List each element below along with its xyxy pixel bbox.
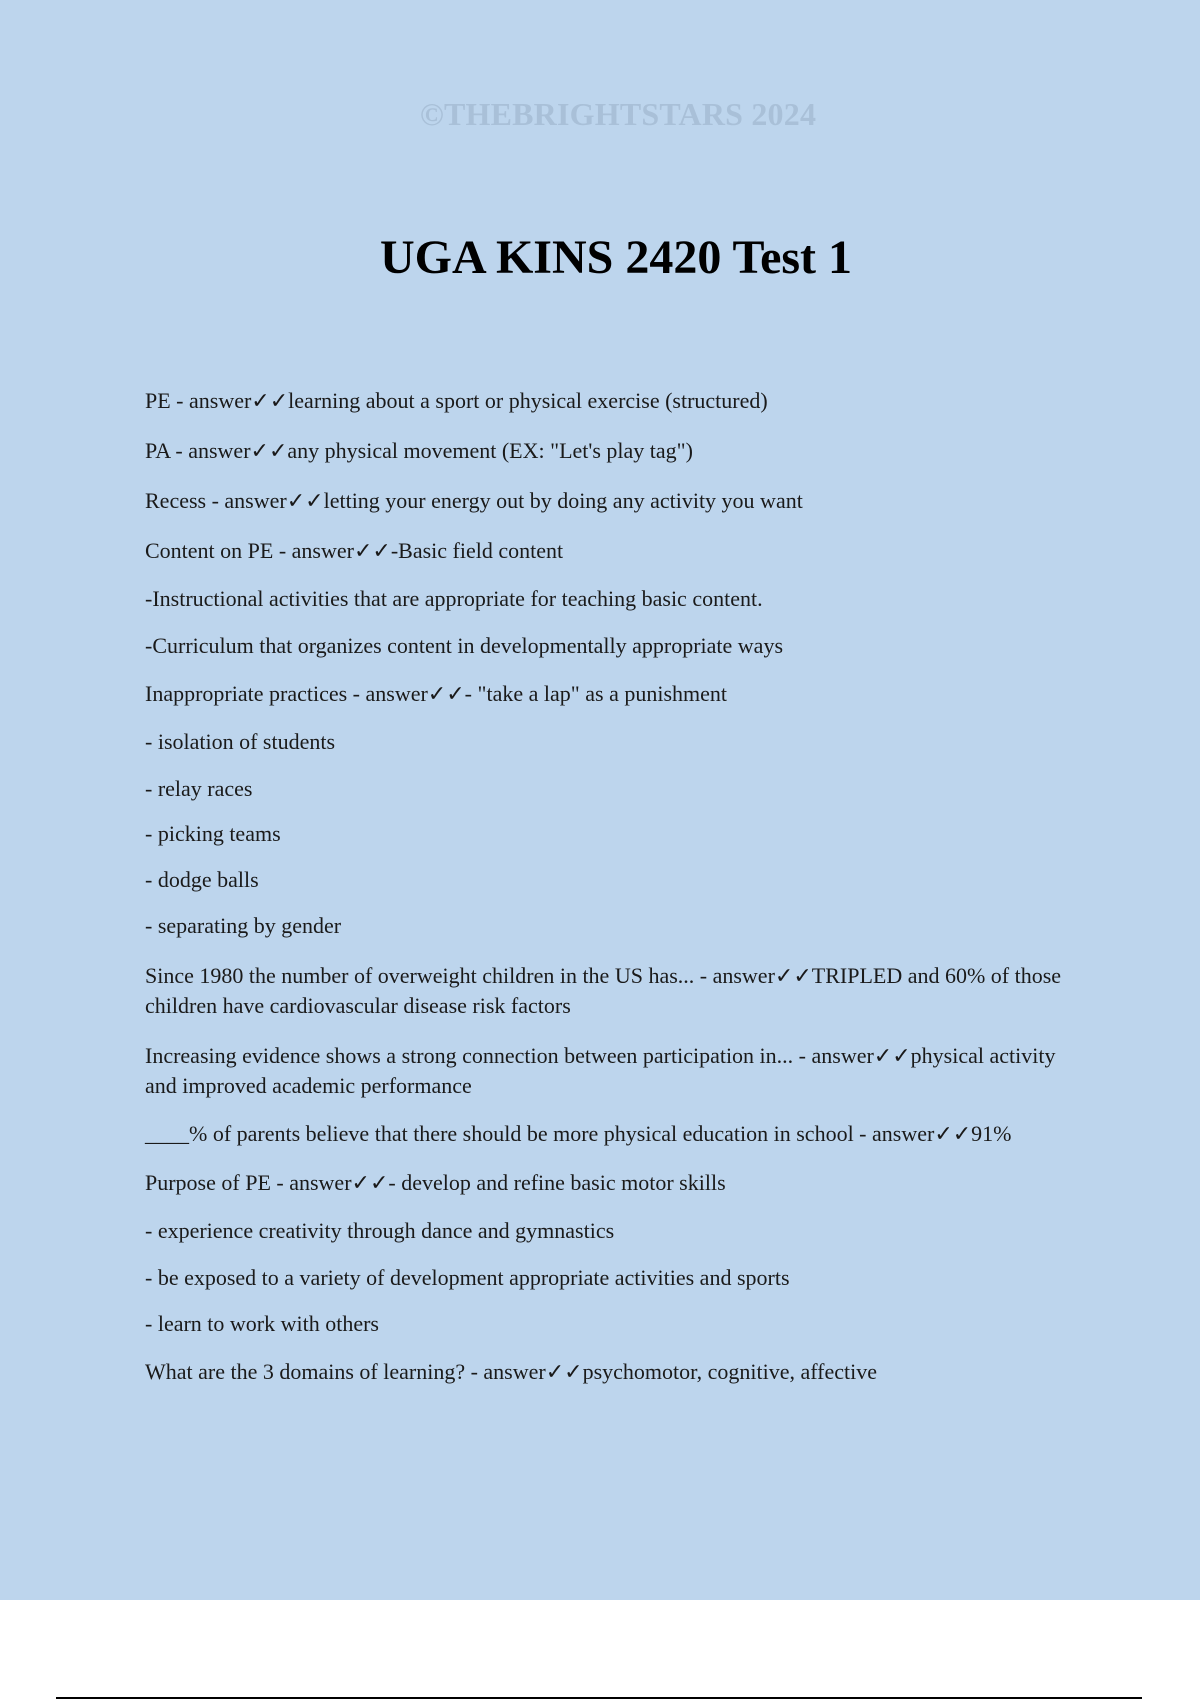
flashcard-line: Content on PE - answer✓✓-Basic field content bbox=[145, 538, 564, 563]
flashcard-list bbox=[145, 386, 1075, 1387]
flashcard-line: -Curriculum that organizes content in developmentally appropriate ways bbox=[145, 633, 784, 658]
flashcard-line: ____% of parents believe that there should be more physical education in school - answer✓✓91% bbox=[145, 1121, 1012, 1146]
footer-divider bbox=[56, 1697, 1142, 1699]
flashcard-line: - experience creativity through dance and gymnastics bbox=[145, 1218, 615, 1243]
flashcard-line: What are the 3 domains of learning? - answer✓✓psychomotor, cognitive, affective bbox=[145, 1359, 877, 1384]
flashcard-line: PE - answer✓✓learning about a sport or physical exercise (structured) bbox=[145, 388, 768, 413]
flashcard-line: - relay races bbox=[145, 776, 253, 801]
flashcard-line: - separating by gender bbox=[145, 913, 342, 938]
flashcard-line: Increasing evidence shows a strong connection between participation in... - answer✓✓physical activity and improved academic performance bbox=[145, 1043, 1061, 1098]
flashcard-line: - dodge balls bbox=[145, 867, 259, 892]
flashcard-line: Purpose of PE - answer✓✓- develop and refine basic motor skills bbox=[145, 1170, 726, 1195]
page-title: UGA KINS 2420 Test 1 bbox=[379, 231, 853, 284]
flashcard-line: - learn to work with others bbox=[145, 1311, 379, 1336]
flashcard-line: PA - answer✓✓any physical movement (EX: "Let's play tag") bbox=[145, 438, 693, 463]
flashcard-line: Inappropriate practices - answer✓✓- "take a lap" as a punishment bbox=[145, 681, 727, 706]
flashcard-line: Since 1980 the number of overweight children in the US has... - answer✓✓TRIPLED and 60% of those children have cardiovascular disease risk factors bbox=[145, 963, 1067, 1018]
flashcard-line: - isolation of students bbox=[145, 729, 336, 754]
flashcard-line: - be exposed to a variety of development appropriate activities and sports bbox=[145, 1265, 790, 1290]
flashcard-line: Recess - answer✓✓letting your energy out by doing any activity you want bbox=[145, 488, 803, 513]
flashcard-line: -Instructional activities that are appropriate for teaching basic content. bbox=[145, 586, 763, 611]
watermark: ©THEBRIGHTSTARS 2024 bbox=[419, 96, 817, 132]
flashcard-line: - picking teams bbox=[145, 821, 281, 846]
